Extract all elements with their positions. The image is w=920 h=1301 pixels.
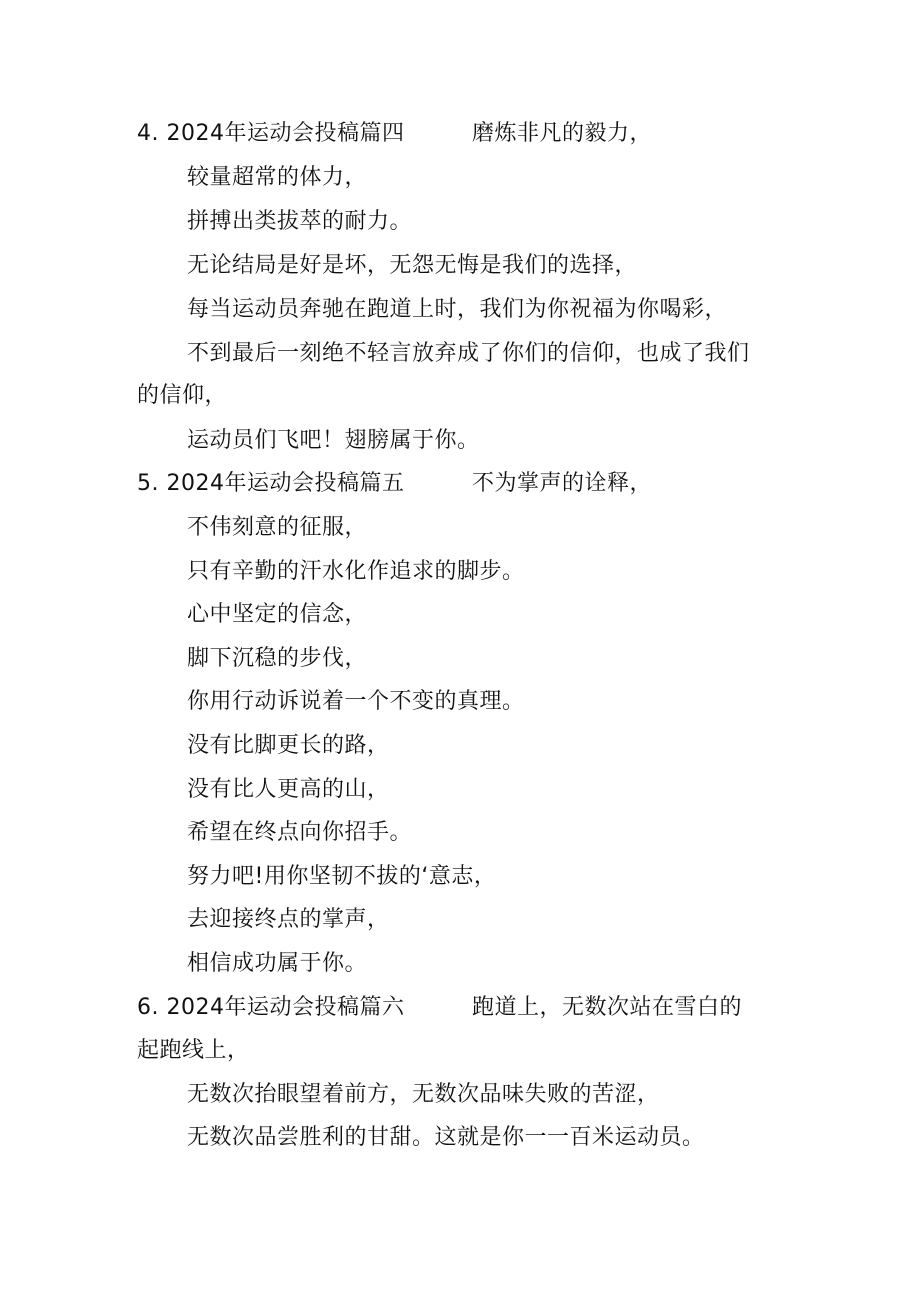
section-5-heading: 5. 2024年运动会投稿篇五 [137,471,405,496]
section-4-heading: 4. 2024年运动会投稿篇四 [137,121,405,146]
section-5-first-line: 不为掌声的诠释， [472,471,653,496]
section-4-line: 运动员们飞吧！翅膀属于你。 [187,428,480,453]
section-4-heading-row [0,120,920,148]
section-6-first-line: 跑道上，无数次站在雪白的 [472,995,743,1020]
section-4-line: 无论结局是好是坏，无怨无悔是我们的选择， [187,253,638,278]
section-4-line: 不到最后一刻绝不轻言放弃成了你们的信仰，也成了我们 [187,341,750,366]
section-5-heading-row [0,470,920,498]
section-6-heading: 6. 2024年运动会投稿篇六 [137,995,405,1020]
section-6-line: 无数次抬眼望着前方，无数次品味失败的苦涩， [187,1082,660,1107]
section-5-line: 去迎接终点的掌声， [187,907,390,932]
section-6-heading-row [0,994,920,1022]
section-5-line: 脚下沉稳的步伐， [187,646,368,671]
section-5-line: 没有比脚更长的路， [187,733,390,758]
section-5-line: 相信成功属于你。 [187,951,368,976]
section-4-line: 的信仰， [137,383,228,408]
section-5-line: 希望在终点向你招手。 [187,820,413,845]
section-5-line: 你用行动诉说着一个不变的真理。 [187,689,525,714]
section-4-line: 拼搏出类拔萃的耐力。 [187,209,413,234]
section-6-line: 无数次品尝胜利的甘甜。这就是你一一百米运动员。 [187,1125,705,1150]
section-6-line: 起跑线上， [137,1038,250,1063]
section-5-line: 没有比人更高的山， [187,777,390,802]
section-5-line: 心中坚定的信念， [187,602,368,627]
section-4-line: 较量超常的体力， [187,165,368,190]
section-5-line: 不伟刻意的征服， [187,515,368,540]
section-4-first-line: 磨炼非凡的毅力， [472,121,653,146]
section-5-line: 努力吧!用你坚韧不拔的‘意志， [187,864,497,889]
section-5-line: 只有辛勤的汗水化作追求的脚步。 [187,559,525,584]
section-4-line: 每当运动员奔驰在跑道上时，我们为你祝福为你喝彩， [187,297,728,322]
